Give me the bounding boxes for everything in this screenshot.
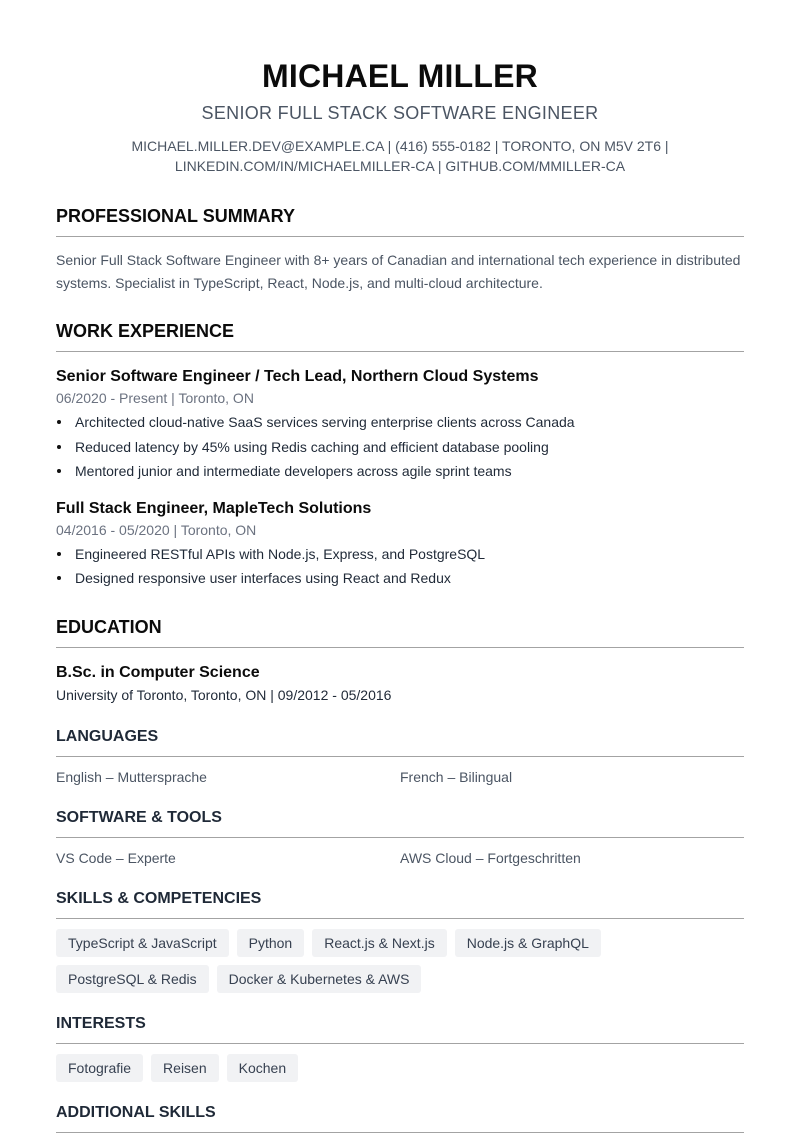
section-divider [56, 756, 744, 757]
languages-list [56, 767, 744, 787]
skill-tag: Docker & Kubernetes & AWS [217, 965, 422, 993]
section-divider [56, 1132, 744, 1133]
bullet-text: Reduced latency by 45% using Redis caching and efficient database pooling [75, 438, 549, 455]
job-bullets [56, 542, 744, 591]
interest-tag: Reisen [151, 1054, 219, 1082]
education-degree: B.Sc. in Computer Science [56, 663, 260, 681]
tools-list [56, 848, 744, 868]
skill-tag: Node.js & GraphQL [455, 929, 601, 957]
additional-skills-heading: ADDITIONAL SKILLS [56, 1103, 216, 1121]
languages-section [56, 726, 744, 787]
languages-heading: LANGUAGES [56, 727, 159, 745]
section-divider [56, 1043, 744, 1044]
skill-tag: TypeScript & JavaScript [56, 929, 229, 957]
section-divider [56, 647, 744, 648]
language-item: English – Muttersprache [56, 768, 207, 785]
summary-heading: PROFESSIONAL SUMMARY [56, 206, 296, 226]
education-heading: EDUCATION [56, 616, 162, 637]
bullet-dot-icon [57, 469, 61, 473]
tool-item: AWS Cloud – Fortgeschritten [400, 849, 581, 866]
candidate-name: MICHAEL MILLER [262, 58, 538, 94]
job-bullets [56, 410, 744, 484]
job-title: Full Stack Engineer, MapleTech Solutions [56, 499, 372, 517]
job-meta: 04/2016 - 05/2020 | Toronto, ON [56, 521, 257, 538]
skills-heading: SKILLS & COMPETENCIES [56, 889, 262, 907]
tools-section [56, 807, 744, 868]
job-entry [56, 366, 744, 484]
education-meta: University of Toronto, Toronto, ON | 09/2012 - 05/2016 [56, 686, 392, 703]
job-entry [56, 498, 744, 591]
contact-info [56, 136, 744, 176]
bullet-item [56, 542, 744, 567]
bullet-text: Architected cloud-native SaaS services serving enterprise clients across Canada [75, 414, 575, 430]
interest-tag: Fotografie [56, 1054, 143, 1082]
bullet-item [56, 459, 744, 484]
interests-heading: INTERESTS [56, 1014, 146, 1032]
bullet-text: Designed responsive user interfaces using React and Redux [75, 570, 451, 586]
skills-tags [56, 929, 744, 993]
skills-section [56, 888, 744, 993]
section-divider [56, 918, 744, 919]
education-section [56, 615, 744, 706]
experience-section [56, 319, 744, 591]
section-divider [56, 236, 744, 237]
candidate-title: SENIOR FULL STACK SOFTWARE ENGINEER [201, 103, 599, 123]
bullet-dot-icon [57, 576, 61, 580]
summary-text: Senior Full Stack Software Engineer with 8+ years of Canadian and international tech experience in distributed systems. Specialist in TypeScript, React, Node.js, and multi-cloud architecture. [56, 252, 741, 291]
bullet-dot-icon [57, 445, 61, 449]
experience-heading: WORK EXPERIENCE [56, 321, 235, 341]
resume-header [56, 0, 744, 176]
skill-tag: React.js & Next.js [312, 929, 446, 957]
tool-item: VS Code – Experte [56, 849, 176, 866]
bullet-dot-icon [57, 552, 61, 556]
summary-section [56, 204, 744, 295]
section-divider [56, 351, 744, 352]
bullet-dot-icon [57, 420, 61, 424]
bullet-text: Mentored junior and intermediate developers across agile sprint teams [75, 463, 512, 479]
bullet-item [56, 410, 744, 435]
skill-tag: PostgreSQL & Redis [56, 965, 209, 993]
tools-heading: SOFTWARE & TOOLS [56, 808, 222, 826]
job-meta: 06/2020 - Present | Toronto, ON [56, 390, 254, 406]
interests-tags [56, 1054, 744, 1082]
bullet-item [56, 435, 744, 460]
skill-tag: Python [237, 929, 305, 957]
contact-line-1: MICHAEL.MILLER.DEV@EXAMPLE.CA | (416) 555-0182 | TORONTO, ON M5V 2T6 | [131, 138, 669, 154]
bullet-item [56, 566, 744, 591]
language-item: French – Bilingual [400, 768, 513, 785]
job-title: Senior Software Engineer / Tech Lead, Northern Cloud Systems [56, 368, 539, 385]
bullet-text: Engineered RESTful APIs with Node.js, Express, and PostgreSQL [75, 545, 486, 562]
contact-line-2: LINKEDIN.COM/IN/MICHAELMILLER-CA | GITHUB.COM/MMILLER-CA [174, 158, 626, 174]
section-divider [56, 837, 744, 838]
additional-skills-section [56, 1102, 744, 1133]
interest-tag: Kochen [227, 1054, 298, 1082]
interests-section [56, 1013, 744, 1082]
